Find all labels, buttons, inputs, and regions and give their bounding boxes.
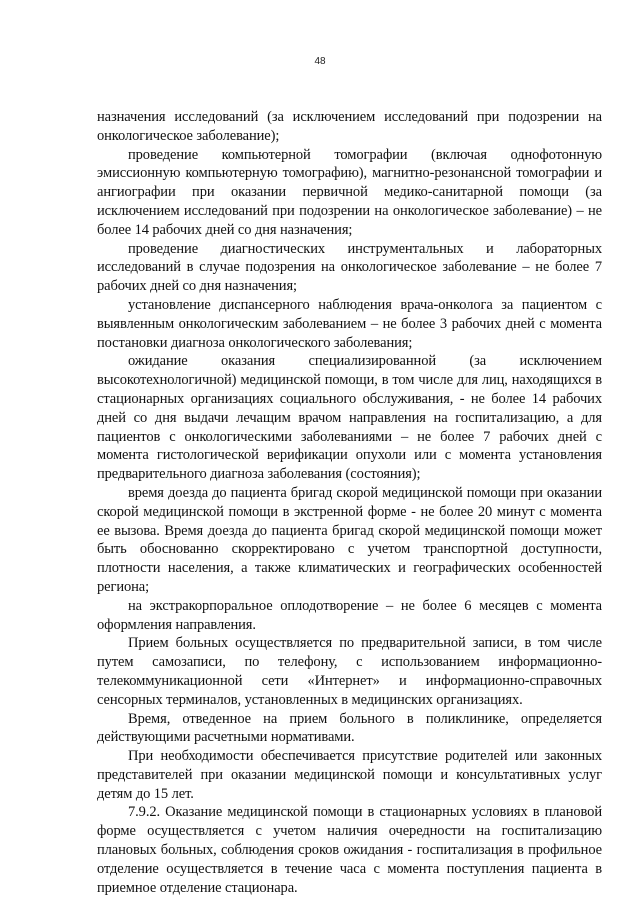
paragraph: установление диспансерного наблюдения врача-онколога за пациентом с выявленным онкологическим заболеванием – не более 3 рабочих дней с момента постановки диагноза онкологического заболевания;	[97, 296, 602, 351]
paragraph: Прием больных осуществляется по предварительной записи, в том числе путем самозаписи, по телефону, с использованием информационно-телекоммуникационной сети «Интернет» и информационно-справочных сенсорных терминалов, установленных в медицинских организациях.	[97, 635, 602, 708]
paragraph: 7.9.2. Оказание медицинской помощи в стационарных условиях в плановой форме осуществляется с учетом наличия очередности на госпитализацию плановых больных, соблюдения сроков ожидания - госпитализация в профильное отделение осуществляется в течение часа с момента поступления пациента в приемное отделение стационара.	[97, 804, 602, 896]
paragraph: назначения исследований (за исключением исследований при подозрении на онкологическое заболевание);	[97, 109, 602, 144]
paragraph: на экстракорпоральное оплодотворение – не более 6 месяцев с момента оформления направления.	[97, 597, 602, 633]
paragraph: Время, отведенное на прием больного в поликлинике, определяется действующими расчетными нормативами.	[97, 710, 602, 746]
paragraph: время доезда до пациента бригад скорой медицинской помощи при оказании скорой медицинской помощи в экстренной форме - не более 20 минут с момента ее вызова. Время доезда до пациента бригад скорой медицинской помощи может быть обоснованно скорректировано с учетом транспортной доступности, плотности населения, а также климатических и географических особенностей региона;	[97, 484, 602, 595]
paragraph: проведение компьютерной томографии (включая однофотонную эмиссионную компьютерную томографию), магнитно-резонансной томографии и ангиографии при оказании первичной медико-санитарной помощи (за исключением исследований при подозрении на онкологическое заболевание) – не более 14 рабочих дней со дня назначения;	[97, 146, 602, 238]
paragraph: проведение диагностических инструментальных и лабораторных исследований в случае подозрения на онкологическое заболевание – не более 7 рабочих дней со дня назначения;	[97, 240, 602, 295]
paragraph: ожидание оказания специализированной (за исключением высокотехнологичной) медицинской помощи, в том числе для лиц, находящихся в стационарных организациях социального обслуживания, - не более 14 рабочих дней со дня выдачи лечащим врачом направления на госпитализацию, а для пациентов с онкологическими заболеваниями – не более 7 рабочих дней с момента гистологической верификации опухоли или с момента установления предварительного диагноза заболевания (состояния);	[97, 353, 602, 483]
page-number: 48	[314, 56, 326, 67]
document-body	[97, 108, 602, 897]
paragraph: При необходимости обеспечивается присутствие родителей или законных представителей при оказании медицинской помощи и консультативных услуг детям до 15 лет.	[97, 748, 602, 802]
